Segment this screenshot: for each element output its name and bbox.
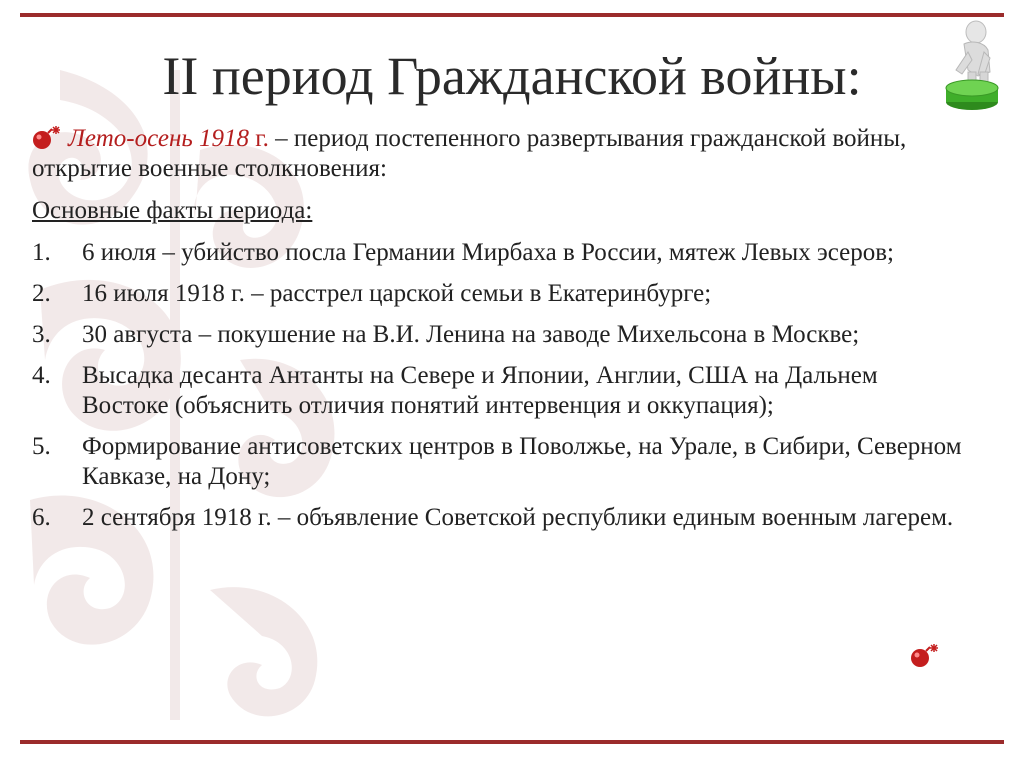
list-item-text: 16 июля 1918 г. – расстрел царской семьи в Екатеринбурге;: [82, 280, 712, 307]
bomb-icon: [910, 642, 944, 668]
list-item-text: 2 сентября 1918 г. – объявление Советской республики единым военным лагерем.: [82, 504, 954, 531]
period-label: Лето-осень 1918: [68, 125, 249, 152]
list-item: [32, 238, 962, 268]
list-item-number: 2.: [32, 280, 51, 307]
slide-content: [32, 124, 962, 544]
list-item-number: 4.: [32, 362, 51, 389]
list-item-number: 1.: [32, 239, 51, 266]
bottom-rule: [20, 740, 1004, 744]
list-item-text: 30 августа – покушение на В.И. Ленина на заводе Михельсона в Москве;: [82, 321, 860, 348]
period-year-suffix: г.: [248, 125, 269, 152]
slide-title: II период Гражданской войны:: [162, 46, 862, 106]
list-item-text: Формирование антисоветских центров в Поволжье, на Урале, в Сибири, Северном Кавказе, на Дону;: [82, 433, 962, 490]
period-intro: [32, 124, 962, 184]
list-item-text: 6 июля – убийство посла Германии Мирбаха в России, мятеж Левых эсеров;: [82, 239, 894, 266]
list-item: [32, 279, 962, 309]
person-pressing-green-button-icon: [938, 18, 1010, 114]
list-item-number: 3.: [32, 321, 51, 348]
list-item: [32, 432, 962, 492]
list-item: [32, 320, 962, 350]
facts-heading: Основные факты периода:: [32, 197, 313, 224]
list-item-number: 6.: [32, 504, 51, 531]
facts-list: [32, 238, 962, 533]
bomb-icon: [32, 124, 66, 150]
list-item-number: 5.: [32, 433, 51, 460]
list-item: [32, 503, 962, 533]
period-description: – период постепенного развертывания гражданской войны, открытие военные столкновения:: [32, 125, 907, 182]
list-item: [32, 361, 962, 421]
list-item-text: Высадка десанта Антанты на Севере и Японии, Англии, США на Дальнем Востоке (объяснить отличия понятий интервенция и оккупация);: [82, 362, 878, 419]
top-rule: [20, 13, 1004, 17]
